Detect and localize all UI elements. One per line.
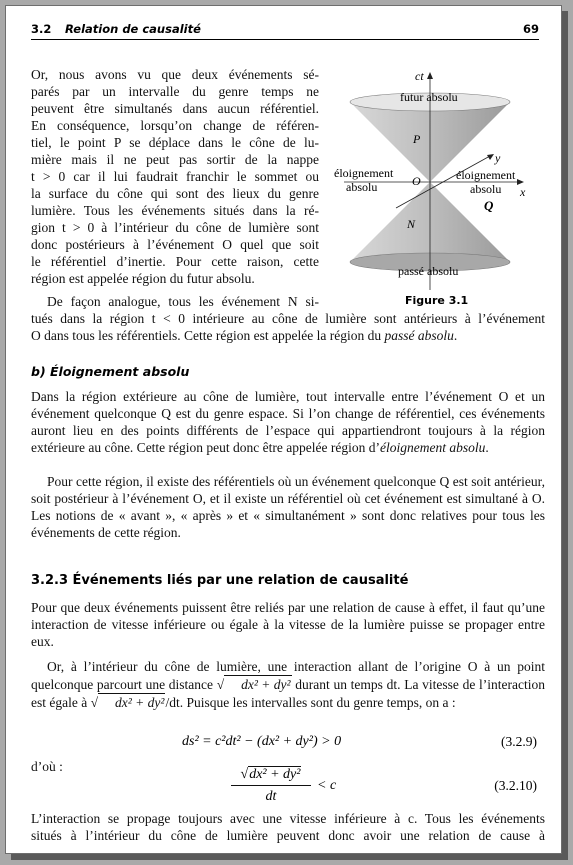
paragraph-c3 [31,810,545,844]
past-paragraph [31,293,545,344]
past-line-1: De façon analogue, tous les événement N si- [47,294,319,309]
future-label: futur absolu [400,90,458,104]
paragraph-b2: Pour cette région, il existe des référentiels où un événement quelconque Q est soit antérieur, soit postérieur à l’événement O, et il existe un référentiel où cet événement est simultané à O. Les notions de « avant », « après » et « simultanément » sont donc relatives pour tous les événements de cette région. [31,474,545,540]
section-3-2-3-title: 3.2.3 Événements liés par une relation de causalité [31,573,409,588]
paragraph-c2-part-3: /dt. Puisque les intervalles sont du genre temps, on a : [165,695,456,710]
header-section-number: 3.2 [31,22,52,36]
fraction-numerator: √dx² + dy² [231,766,311,786]
intro-line: région est appelée région du futur absolu. [31,271,255,286]
right-region-label-1: éloignement [456,168,516,182]
point-q-label: Q [484,198,494,213]
intro-line: parés par un intervalle du genre temps ne [31,84,319,99]
intro-line: mière mais il ne peut pas sortir de la nappe [31,152,319,167]
header-page-number: 69 [522,22,539,36]
light-cone-figure [324,62,538,310]
book-page [5,5,562,854]
past-label: passé absolu [398,264,459,278]
intro-line: la surface du cône qui sont des lieux du genre [31,186,319,201]
figure-caption: Figure 3.1 [405,294,469,307]
paragraph-b1 [31,388,545,456]
left-region-label-1: éloignement [334,166,394,180]
intro-line: t > 0 car il lui faudrait franchir le sommet ou [31,169,319,184]
running-header [31,19,539,40]
paragraph-c2-part-2: durant un temps dt. La vitesse de l’interaction est égale à [31,677,545,710]
intro-line: peuvent être simultanés dans aucun référentiel. [31,101,319,116]
intro-line: donc postérieurs à l’événement O quel que soit [31,237,319,252]
sqrt-expression-1: dx² + dy² [224,675,291,693]
point-p-label: P [413,132,421,146]
paragraph-c2-part-1: Or, à l’intérieur du cône de lumière, une interaction allant de l’origine O à un point quelconque parcourt une distance [31,659,545,692]
paragraph-b1-end: . [485,440,489,455]
past-line-3-end: . [453,328,458,343]
intro-line: Or, nous avons vu que deux événements sé- [31,67,319,82]
left-region-label-2: absolu [346,180,378,194]
ct-axis-label: ct [415,69,424,83]
x-axis-label: x [520,185,526,199]
y-axis-label: y [495,151,501,165]
origin-label: O [412,174,421,188]
past-line-2: tués dans la région t < 0 intérieure au cône de lumière sont antérieurs à l’événement [31,311,545,326]
sqrt-expression-2: dx² + dy² [98,693,165,711]
subsection-b-title: b) Éloignement absolu [31,364,190,379]
inequality-relation: < c [317,778,337,793]
fraction-numerator-sqrt: dx² + dy² [249,767,301,782]
dou-label: d’où : [31,759,63,774]
intro-line: le référentiel d’inertie. Pour cette raison, cette [31,254,319,269]
fraction-denominator: dt [265,789,277,804]
equation-3-2-10 [231,766,361,808]
paragraph-c2: Or, à l’intérieur du cône de lumière, une interaction allant de l’origine O à un point quelconque parcourt une distance √ dx² + dy² durant un temps dt. La vitesse de l’interaction est égale à √ dx² + dy²/dt. Puisque les intervalles sont du genre temps, on a : [31,659,545,710]
intro-paragraph [31,66,319,287]
past-line-3-text: O dans tous les référentiels. Cette région est appelée la région du [31,328,385,343]
equation-3-2-10-number: (3.2.10) [494,778,537,793]
paragraph-c3-line-2: situés à l’intérieur du cône de lumière peuvent donc avoir une relation de cause à [31,828,545,843]
paragraph-c1: Pour que deux événements puissent être reliés par une relation de cause à effet, il faut qu’une interaction de vitesse inférieure ou égale à la vitesse de la lumière puisse se propager entre eux. [31,600,545,649]
intro-line: gion t > 0 à l’intérieur du cône de lumière sont [31,220,319,235]
past-line-3 [31,327,545,344]
intro-line: lumière. Tous les événements situés dans la ré- [31,203,319,218]
equation-3-2-9: ds² = c²dt² − (dx² + dy²) > 0 [182,734,342,749]
intro-line: tiel, le point P se déplace dans le cône de lu- [31,135,319,150]
point-n-label: N [407,217,416,231]
past-line-3-emphasis: passé absolu [384,328,454,343]
paragraph-c3-line-1: L’interaction se propage toujours avec une vitesse inférieure à c. Tous les événements [31,811,545,826]
right-region-label-2: absolu [470,182,502,196]
intro-line: En conséquence, lorsqu’on change de référen- [31,118,319,133]
paragraph-b1-emphasis: éloignement absolu [379,440,486,455]
header-section-title: Relation de causalité [65,22,201,36]
paragraph-b1-text: Dans la région extérieure au cône de lumière, tout intervalle entre l’événement O et un événement quelconque Q est du genre espace. Si l’on change de référentiel, ces événements auront lieu en des points différents de l’espace qui appartiendront toujours à la région extérieure au cône. Cette région peut donc être appelée région d’ [31,389,545,455]
equation-3-2-9-number: (3.2.9) [501,734,537,749]
ct-axis-arrow [427,72,433,79]
